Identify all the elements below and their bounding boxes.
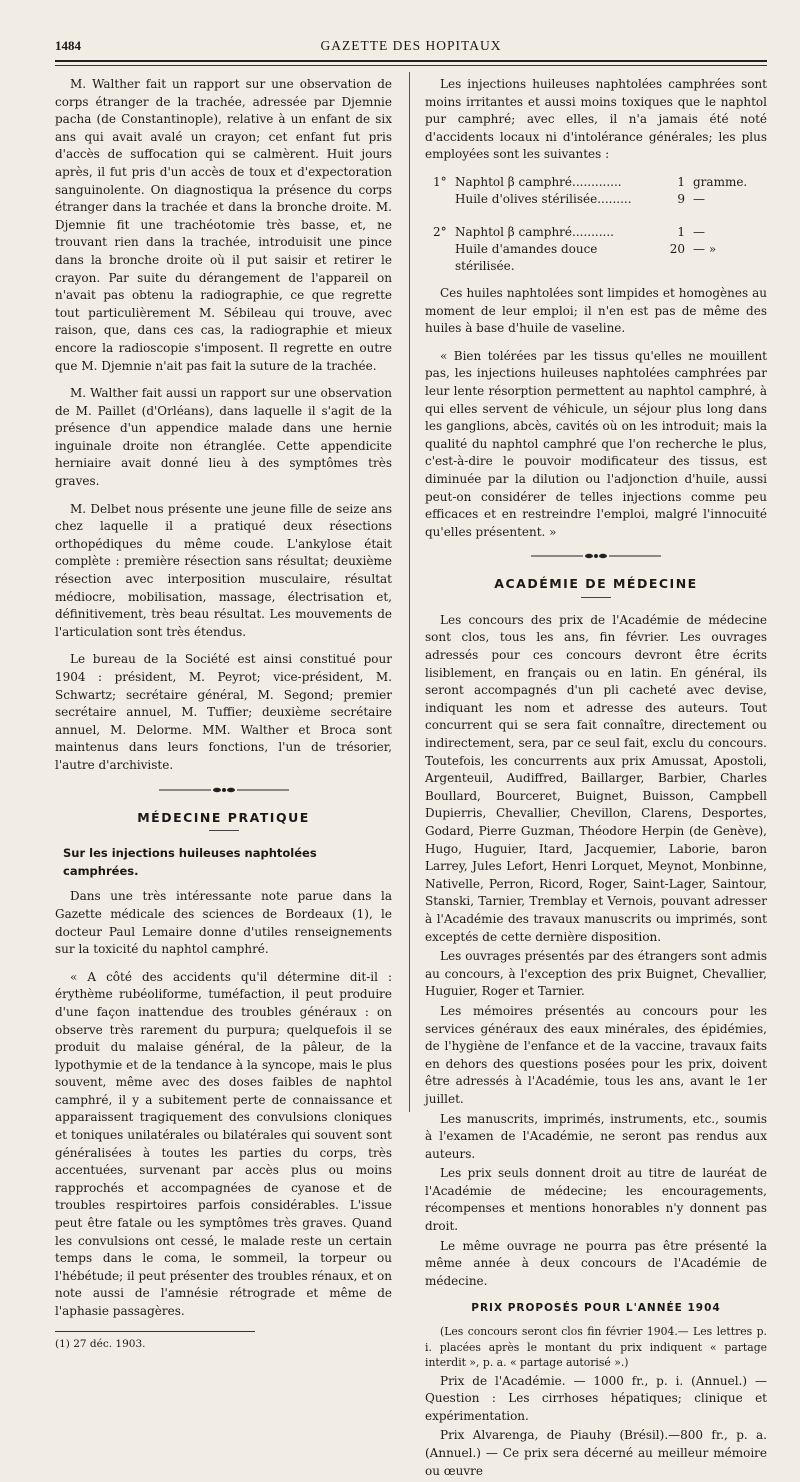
formula-2 (425, 224, 767, 275)
paragraph: Prix de l'Académie. — 1000 fr., p. i. (Annuel.) — Question : Les cirrhoses hépatiques; clinique et expérimentation. (425, 1373, 767, 1423)
paragraph: Ces huiles naphtolées sont limpides et homogènes au moment de leur emploi; il n'en est pas de même des huiles à base d'huile de vaseline. (425, 285, 767, 336)
formula-unit: — (693, 224, 705, 239)
paragraph: Le même ouvrage ne pourra pas être présenté la même année à deux concours de l'Académie de médecine. (425, 1238, 767, 1288)
section-ornament (531, 551, 661, 561)
paragraph: M. Walther fait un rapport sur une observation de corps étranger de la trachée, adressée par Djemnie pacha (de Constantinople), relative à un enfant de six ans qui avait avalé un crayon; cet enfant fut pris d'accès de suffocation qui se calmèrent. Huit jours après, il fut pris d'un accès de toux et d'expectoration sanguinolente. On diagnostiqua la présence du corps étranger dans la trachée et dans la bronche droite. M. Djemnie fit une trachéotomie très basse, et, ne trouvant rien dans la trachée, introduisit une pince dans la bronche droite où il put saisir et retirer le crayon. Par suite du dérangement de l'appareil on n'avait pas obtenu la radiographie, ce que regrette tout particulièrement M. Sébileau qui trouve, avec raison, que, dans ces cas, la radiographie et mieux encore la radioscopie s'imposent. Il regrette en outre que M. Djemnie n'ait pas fait la suture de la trachée. (55, 77, 392, 373)
formula-number: 2° (433, 224, 447, 239)
page-header (55, 38, 767, 58)
journal-title: GAZETTE DES HOPITAUX (320, 38, 502, 53)
formula-1 (425, 174, 767, 208)
formula-number: 1° (433, 174, 447, 189)
formula-quantity: 20 (669, 241, 685, 256)
paragraph: M. Delbet nous présente une jeune fille de seize ans chez laquelle il a pratiqué deux résections orthopédiques du même coude. L'ankylose était complète : première résection sans résultat; deuxième résection avec interposition musculaire, résultat médiocre, mobilisation, massage, électrisation et, définitivement, très beau résultat. Les mouvements de l'articulation sont très étendus. (55, 501, 392, 639)
formula-unit: — (693, 191, 705, 206)
formula-unit: gramme. (693, 174, 748, 189)
formula-ingredient: Naphtol β camphré............. (455, 174, 622, 189)
formula-row (425, 191, 767, 208)
formula-row (425, 174, 767, 191)
formula-ingredient: Naphtol β camphré........... (455, 224, 614, 239)
article-title: Sur les injections huileuses naphtolées camphrées. (63, 846, 317, 878)
column-divider (409, 72, 410, 1112)
paragraph: Le bureau de la Société est ainsi constitué pour 1904 : président, M. Peyrot; vice-président, M. Schwartz; secrétaire général, M. Segond; premier secrétaire annuel, M. Tuffier; deuxième secrétaire annuel, M. Delorme. MM. Walther et Broca sont maintenus dans leurs fonctions, l'un de trésorier, l'autre d'archiviste. (55, 652, 392, 772)
paragraph: « Bien tolérées par les tissus qu'elles ne mouillent pas, les injections huileuses naphtolées camphrées par leur lente résorption permettent au naphtol camphré, à qui elles servent de véhicule, un séjour plus long dans les ganglions, abcès, cavités où on les introduit; mais la qualité du naphtol camphré que l'on recherche le plus, c'est-à-dire le pouvoir modificateur des tissus, est diminuée par la dilution ou l'adjonction d'huile, aussi peut-on considérer de telles injections comme peu efficaces et en restreindre l'emploi, malgré l'innocuité qu'elles présentent. » (425, 348, 767, 539)
formula-unit: — » (693, 241, 717, 256)
section-ornament (159, 785, 289, 795)
section-title: ACADÉMIE DE MÉDECINE (494, 576, 698, 592)
formula-row (425, 224, 767, 241)
formula-quantity: 1 (677, 174, 685, 189)
paragraph: Dans une très intéressante note parue dans la Gazette médicale des sciences de Bordeaux (1), le docteur Paul Lemaire donne d'utiles renseignements sur la toxicité du naphtol camphré. (55, 889, 392, 957)
section-title: MÉDECINE PRATIQUE (137, 809, 310, 825)
formula-quantity: 1 (677, 224, 685, 239)
paragraph: « A côté des accidents qu'il détermine dit-il : érythème rubéoliforme, tuméfaction, il peut produire d'une façon inattendue des troubles généraux : on observe très rarement du purpura; quelquefois il se produit du malaise général, de la pâleur, de la lypothymie et de la tendance à la syncope, mais le plus souvent, même avec des doses faibles de naphtol camphré, il y a subitement perte de connaissance et apparaissent tragiquement des convulsions cloniques et toniques unilatérales ou bilatérales qui souvent sont généralisées à toutes les parties du corps, très accentuées, survenant par accès plus ou moins rapprochés et accompagnées de cyanose et de troubles respirtoires parfois considérables. L'issue peut être fatale ou les symptômes très graves. Quand les convulsions ont cessé, le malade reste un certain temps dans le coma, le sommeil, la torpeur ou l'hébétude; il peut présenter des troubles rénaux, et on note aussi de l'amnésie rétrograde et même de l'aphasie passagères. (55, 969, 392, 1318)
formula-ingredient: Huile d'amandes douce stérilisée. (455, 241, 598, 273)
header-rule (55, 60, 767, 62)
left-column (55, 76, 392, 1353)
page-number: 1484 (55, 38, 81, 53)
footnote-rule (55, 1331, 255, 1332)
prize-title: PRIX PROPOSÉS POUR L'ANNÉE 1904 (471, 1302, 721, 1315)
paragraph: Les ouvrages présentés par des étrangers sont admis au concours, à l'exception des prix Buignet, Chevallier, Huguier, Roger et Tarnier. (425, 949, 767, 999)
right-column (425, 76, 767, 1482)
formula-ingredient: Huile d'olives stérilisée......... (455, 191, 632, 206)
formula-quantity: 9 (677, 191, 685, 206)
paragraph: Les mémoires présentés au concours pour les services généraux des eaux minérales, des épidémies, de l'hygiène de l'enfance et de la vaccine, travaux faits en dehors des questions posées pour les prix, doivent être adressés à l'Académie, tous les ans, avant le 1er juillet. (425, 1003, 767, 1106)
formula-row (425, 241, 767, 275)
paragraph: Les concours des prix de l'Académie de médecine sont clos, tous les ans, fin février. Les ouvrages adressés pour ces concours devront être écrits lisiblement, en français ou en latin. En général, ils seront accompagnés d'un pli cacheté avec devise, indiquant les nom et adresse des auteurs. Tout concurrent qui se sera fait connaître, directement ou indirectement, sera, par ce seul fait, exclu du concours. Toutefois, les concurrents aux prix Amussat, Apostoli, Argenteuil, Audiffred, Baillarger, Barbier, Charles Boullard, Bourceret, Buignet, Buisson, Campbell Dupierris, Chevallier, Chevillon, Clarens, Desportes, Godard, Pierre Guzman, Théodore Herpin (de Genève), Hugo, Huguier, Itard, Jacquemier, Laborie, baron Larrey, Jules Lefort, Henri Lorquet, Meynot, Monbinne, Nativelle, Perron, Ricord, Roger, Saint-Lager, Saintour, Stanski, Tarnier, Tremblay et Vernois, pouvant adresser à l'Académie des travaux manuscrits ou imprimés, sont exceptés de cette dernière disposition. (425, 612, 767, 944)
header-rule-thin (55, 65, 767, 66)
paragraph: Les manuscrits, imprimés, instruments, etc., soumis à l'examen de l'Académie, ne seront pas rendus aux auteurs. (425, 1111, 767, 1161)
paragraph: Les prix seuls donnent droit au titre de lauréat de l'Académie de médecine; les encouragements, récompenses et mentions honorables n'y donnent pas droit. (425, 1166, 767, 1234)
footnote: (1) 27 déc. 1903. (55, 1337, 146, 1350)
note: (Les concours seront clos fin février 1904.— Les lettres p. i. placées après le montant du prix indiquent « partage interdit », p. a. « partage autorisé ».) (425, 1325, 767, 1370)
section-rule (209, 830, 239, 831)
section-rule (581, 597, 611, 598)
paragraph: Prix Alvarenga, de Piauhy (Brésil).—800 fr., p. a. (Annuel.) — Ce prix sera décerné au meilleur mémoire ou œuvre (425, 1428, 767, 1478)
paragraph: M. Walther fait aussi un rapport sur une observation de M. Paillet (d'Orléans), dans laquelle il s'agit de la présence d'un appendice malade dans une hernie inguinale droite non étranglée. Cette appendicite herniaire avait donné lieu à des symptômes très graves. (55, 386, 392, 489)
paragraph: Les injections huileuses naphtolées camphrées sont moins irritantes et aussi moins toxiques que le naphtol pur camphré; avec elles, il n'a jamais été noté d'accidents locaux ni d'intolérance générales; les plus employées sont les suivantes : (425, 77, 767, 162)
